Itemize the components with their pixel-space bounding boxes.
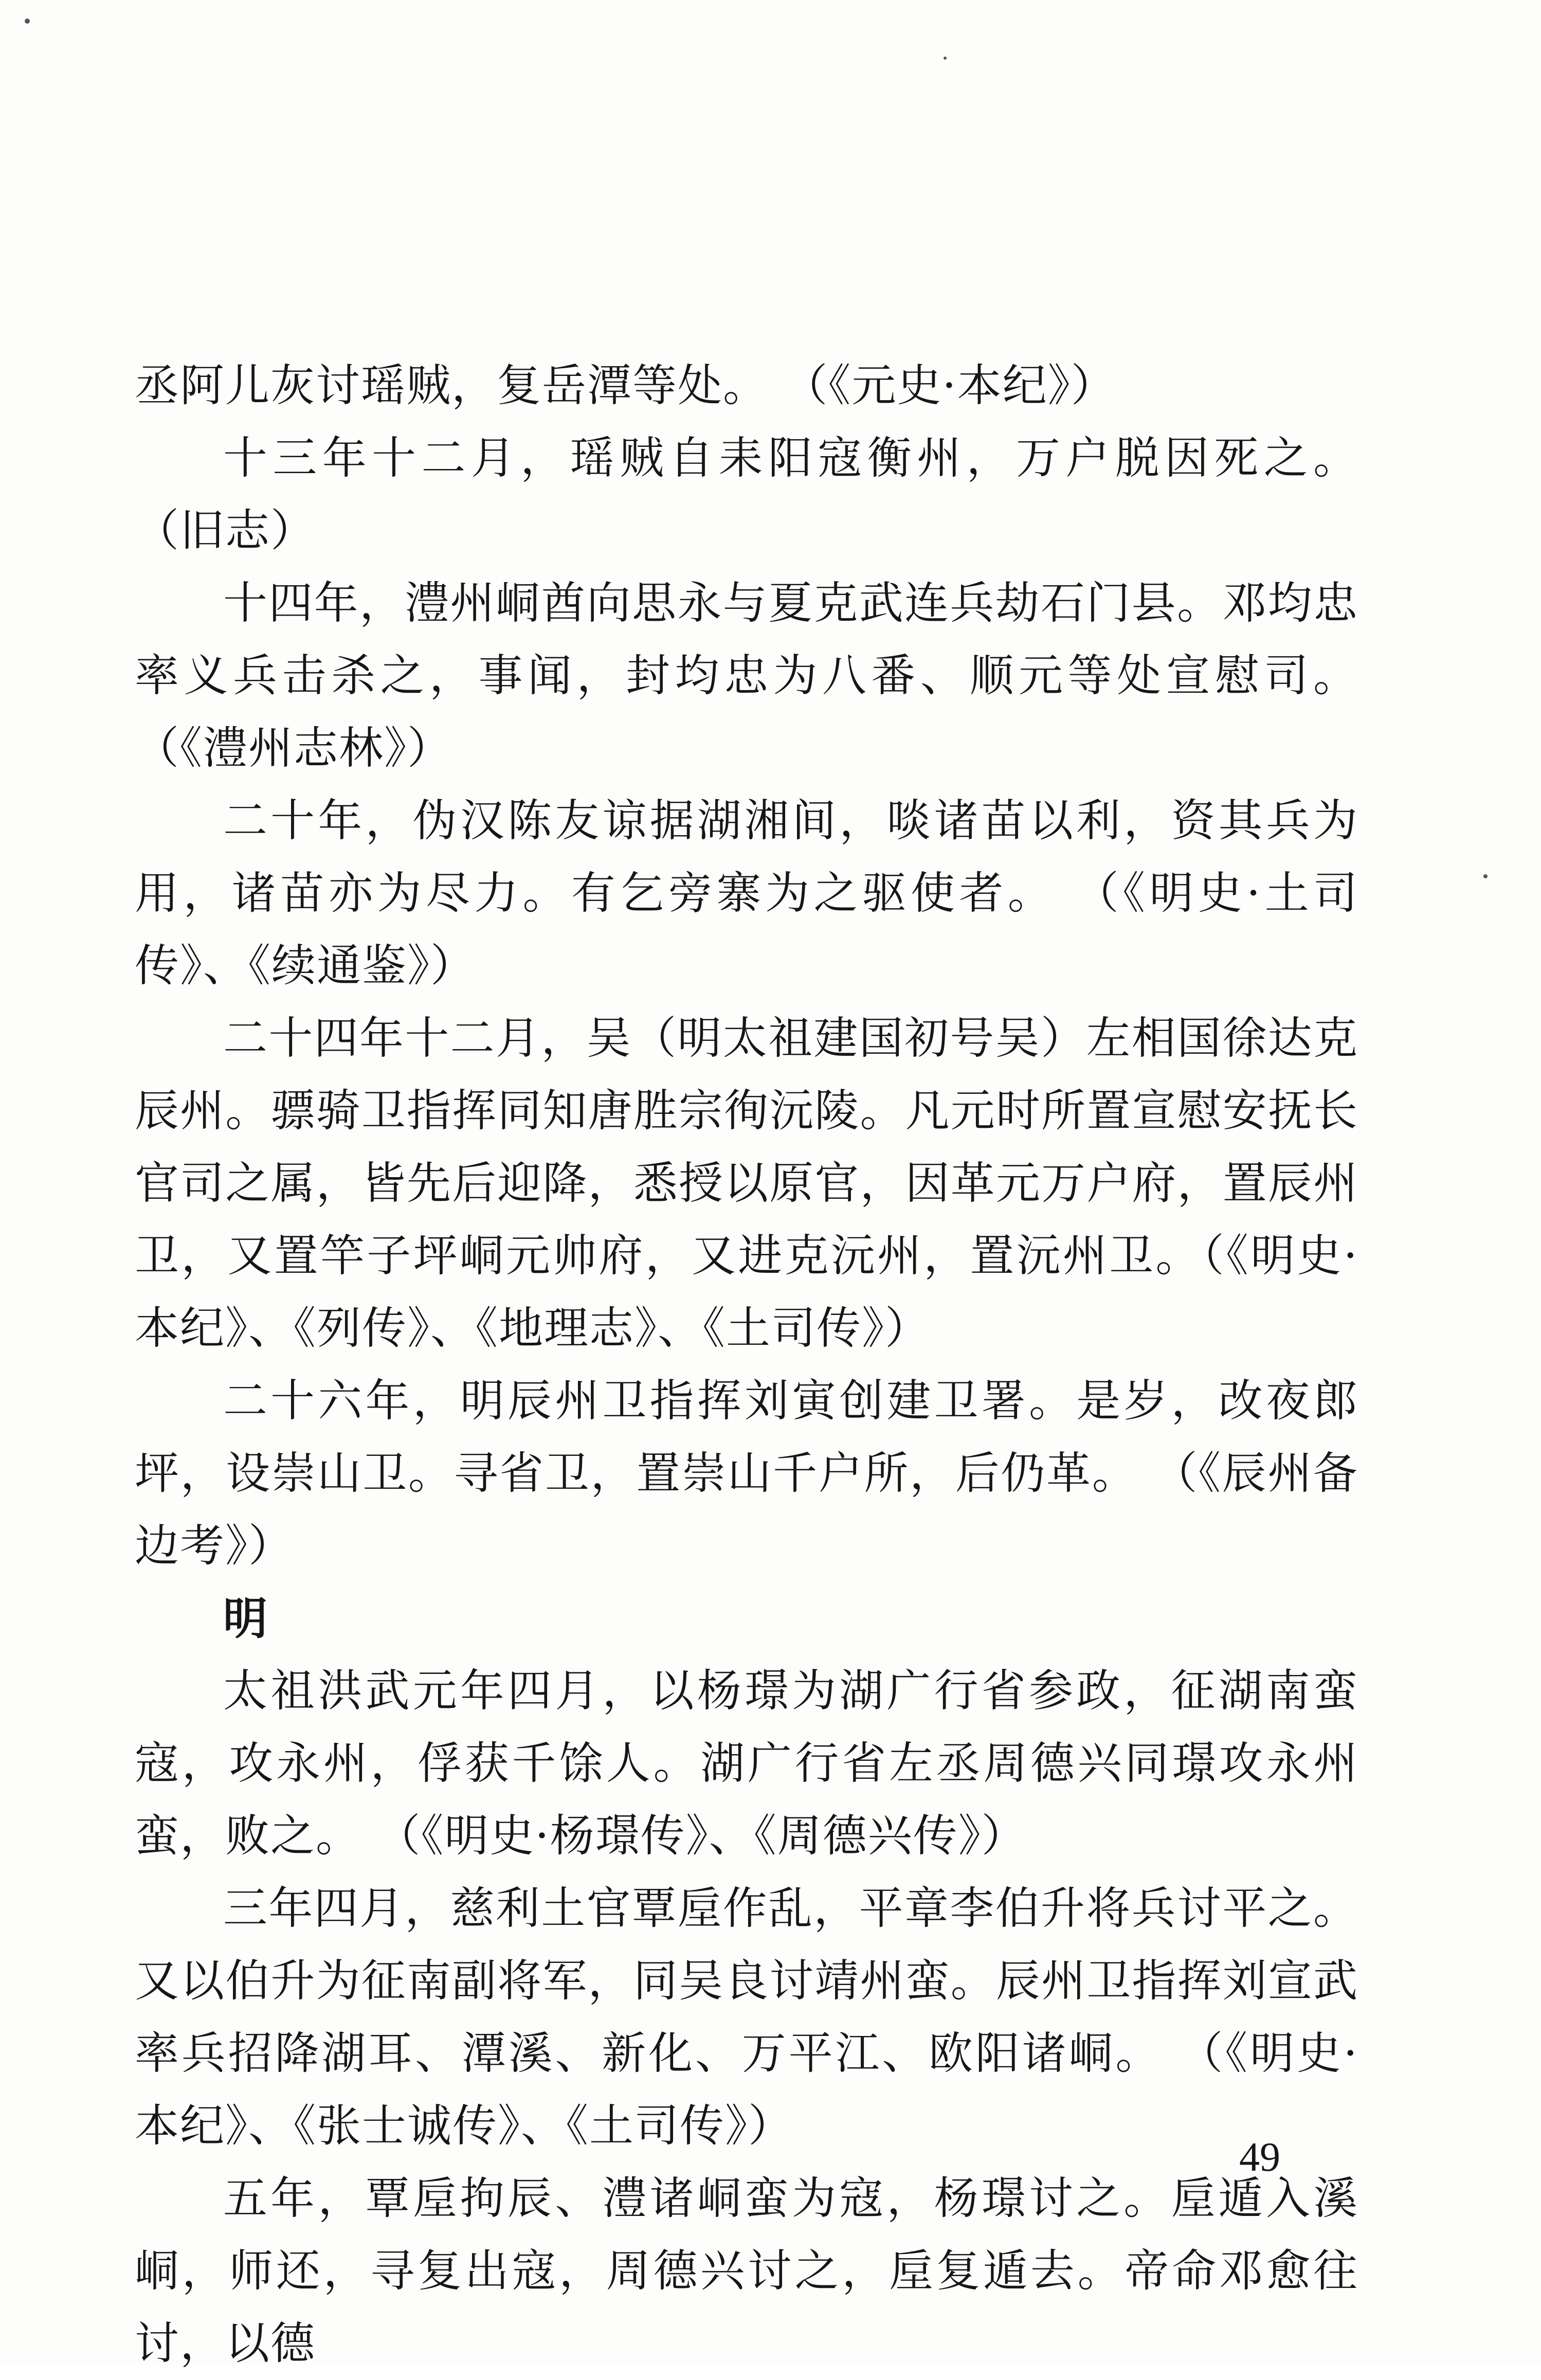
paragraph: 丞阿儿灰讨瑶贼，复岳潭等处。 （《元史·本纪》） xyxy=(135,360,1116,411)
body-text xyxy=(135,350,1358,2380)
paragraph: 二十四年十二月，吴（明太祖建国初号吴）左相国徐达克辰州。骠骑卫指挥同知唐胜宗徇沅陵。凡元时所置宣慰安抚长官司之属，皆先后迎降，悉授以原官，因革元万户府，置辰州卫，又置竿子坪峒元帅府，又进克沅州，置沅州卫。（《明史·本纪》、《列传》、《地理志》、《土司传》） xyxy=(135,1013,1358,1354)
page-number: 49 xyxy=(1239,2135,1280,2180)
paragraph: 十三年十二月，瑶贼自耒阳寇衡州，万户脱因死之。 （旧志） xyxy=(135,432,1358,556)
paragraph: 十四年，澧州峒酋向思永与夏克武连兵劫石门县。邓均忠率义兵击杀之，事闻，封均忠为八番、顺元等处宣慰司。 （《澧州志林》） xyxy=(135,578,1358,774)
scan-speck xyxy=(1483,874,1488,878)
scan-speck xyxy=(25,19,30,24)
section-heading: 明 xyxy=(223,1593,268,1645)
paragraph: 二十年，伪汉陈友谅据湖湘间，啖诸苗以利，资其兵为用，诸苗亦为尽力。有乞旁寨为之驱使者。 （《明史·土司传》、《续通鉴》） xyxy=(135,795,1358,991)
paragraph: 太祖洪武元年四月，以杨璟为湖广行省参政，征湖南蛮寇，攻永州，俘获千馀人。湖广行省左丞周德兴同璟攻永州蛮，败之。 （《明史·杨璟传》、《周德兴传》） xyxy=(135,1665,1358,1862)
paragraph: 二十六年，明辰州卫指挥刘寅创建卫署。是岁，改夜郎坪，设崇山卫。寻省卫，置崇山千户所，后仍革。 （《辰州备边考》） xyxy=(135,1375,1358,1572)
paragraph: 三年四月，慈利土官覃垕作乱，平章李伯升将兵讨平之。又以伯升为征南副将军，同吴良讨靖州蛮。辰州卫指挥刘宣武率兵招降湖耳、潭溪、新化、万平江、欧阳诸峒。 （《明史·本纪》、《张士诚传》、《土司传》） xyxy=(135,1883,1358,2152)
scan-speck xyxy=(944,57,947,60)
paragraph: 五年，覃垕拘辰、澧诸峒蛮为寇，杨璟讨之。垕遁入溪峒，师还，寻复出寇，周德兴讨之，垕复遁去。帝命邓愈往讨，以德 xyxy=(135,2173,1358,2369)
